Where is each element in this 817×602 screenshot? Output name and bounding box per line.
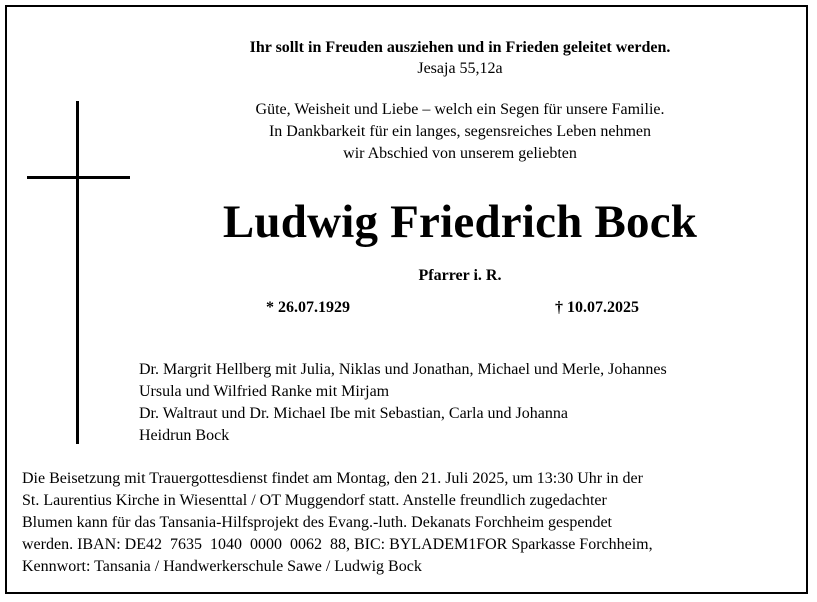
mourner-line: Heidrun Bock bbox=[139, 427, 230, 444]
mourner-line: Dr. Margrit Hellberg mit Julia, Niklas und Jonathan, Michael und Merle, Johannes bbox=[139, 361, 667, 378]
verse-reference: Jesaja 55,12a bbox=[417, 60, 503, 77]
mourner-line: Ursula und Wilfried Ranke mit Mirjam bbox=[139, 383, 390, 400]
intro-line: Güte, Weisheit und Liebe – welch ein Segen für unsere Familie. bbox=[255, 101, 665, 118]
notice-line: Blumen kann für das Tansania-Hilfsprojekt des Evang.-luth. Dekanats Forchheim gespendet bbox=[22, 514, 612, 531]
mourners-list bbox=[139, 359, 667, 447]
bible-verse: Ihr sollt in Freuden ausziehen und in Frieden geleitet werden. bbox=[249, 39, 671, 56]
notice-line: werden. IBAN: DE42 7635 1040 0000 0062 88, BIC: BYLADEM1FOR Sparkasse Forchheim, bbox=[22, 536, 653, 553]
notice-line: Die Beisetzung mit Trauergottesdienst findet am Montag, den 21. Juli 2025, um 13:30 Uhr in der bbox=[22, 470, 643, 487]
birth-date: * 26.07.1929 bbox=[266, 299, 350, 316]
intro-line: In Dankbarkeit für ein langes, segensreiches Leben nehmen bbox=[268, 123, 652, 140]
deceased-title: Pfarrer i. R. bbox=[418, 267, 502, 284]
funeral-notice bbox=[22, 468, 653, 578]
notice-line: St. Laurentius Kirche in Wiesenttal / OT Muggendorf statt. Anstelle freundlich zugedachter bbox=[22, 492, 607, 509]
cross-horizontal-bar bbox=[27, 176, 130, 179]
death-date: † 10.07.2025 bbox=[555, 299, 639, 316]
intro-line: wir Abschied von unserem geliebten bbox=[343, 145, 577, 162]
cross-vertical-bar bbox=[76, 101, 79, 444]
intro-text bbox=[150, 99, 770, 165]
mourner-line: Dr. Waltraut und Dr. Michael Ibe mit Sebastian, Carla und Johanna bbox=[139, 405, 568, 422]
notice-line: Kennwort: Tansania / Handwerkerschule Sawe / Ludwig Bock bbox=[22, 558, 422, 575]
deceased-name: Ludwig Friedrich Bock bbox=[222, 196, 698, 248]
